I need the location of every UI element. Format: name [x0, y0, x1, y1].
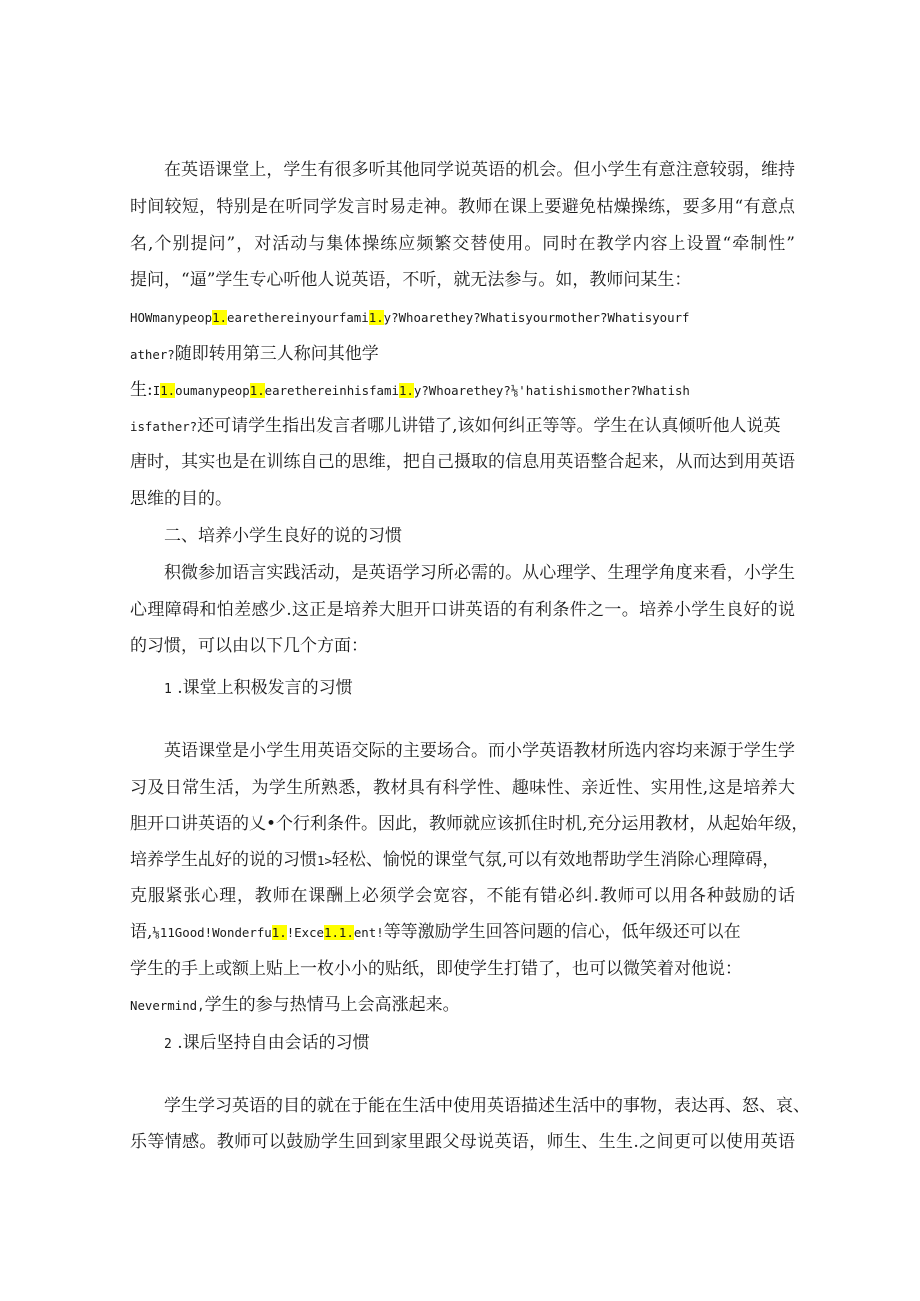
- paragraph-line: 习及日常生活，为学生所熟悉，教材具有科学性、趣味性、亲近性、实用性,这是培养大: [130, 778, 795, 798]
- highlighted-text: 1.: [398, 383, 414, 398]
- text-run: ent!: [353, 925, 384, 940]
- text-run: 学生的参与热情马上会高涨起来。: [204, 995, 460, 1015]
- text-run: 轻松、愉悦的课堂气氛,可以有效地帮助学生消除心理障碍，: [331, 850, 780, 870]
- paragraph-line: [130, 993, 795, 1018]
- paragraph-line: 英语课堂是小学生用英语交际的主要场合。而小学英语教材所选内容均来源于学生学: [164, 741, 795, 761]
- paragraph-line: 胆开口讲英语的乂•个行利条件。因此，教师就应该抓住时机,充分运用教材，从起始年级，: [130, 814, 809, 834]
- highlighted-text: 1.: [368, 310, 384, 325]
- text-run: .课后坚持自由会话的习惯: [177, 1033, 370, 1053]
- text-run: earethereinhisfami: [264, 383, 399, 398]
- text-run: 1>: [317, 853, 332, 868]
- paragraph-line: 克服紧张心理，教师在课酬上必须学会宽容，不能有错必纠.教师可以用各种鼓励的话: [130, 886, 795, 906]
- paragraph-line: 时间较短，特别是在听同学发言时易走神。教师在课上要避免枯燥操练，要多用“有意点: [130, 197, 795, 217]
- paragraph-line: 名,个别提问”，对活动与集体操练应频繁交替使用。同时在教学内容上设置“牵制性”: [130, 234, 795, 254]
- text-run: y?Whoarethey?⅛'hatishismother?Whatish: [413, 383, 690, 398]
- text-run: 还可请学生指出发言者哪儿讲错了,该如何纠正等等。学生在认真倾听他人说英: [197, 416, 781, 436]
- highlighted-text: 1.: [249, 383, 265, 398]
- text-run: 生:: [130, 380, 153, 400]
- subsection-heading: [164, 1031, 795, 1057]
- paragraph-line: 提问，“逼”学生专心听他人说英语，不听，就无法参与。如，教师问某生：: [130, 270, 692, 290]
- text-run: y?Whoarethey?Whatisyourmother?Whatisyourf: [383, 310, 690, 325]
- paragraph-line: 思维的目的。: [130, 489, 232, 509]
- paragraph-line: 的习惯，可以由以下几个方面：: [130, 636, 368, 656]
- paragraph-line: 学生学习英语的目的就在于能在生活中使用英语描述生活中的事物，表达再、怒、哀、: [164, 1096, 810, 1116]
- section-heading: 二、培养小学生良好的说的习惯: [164, 526, 402, 546]
- text-run: oumanypeop: [175, 383, 250, 398]
- paragraph-line: 唐时，其实也是在训练自己的思维，把自己摄取的信息用英语整合起来，从而达到用英语: [130, 452, 795, 472]
- text-run: 等等激励学生回答问题的信心，低年级还可以在: [383, 922, 741, 942]
- english-question-line: [130, 378, 795, 403]
- text-run: 随即转用第三人称问其他学: [174, 344, 379, 364]
- highlighted-text: 1.1.: [324, 925, 354, 940]
- subsection-heading: [164, 676, 795, 702]
- paragraph-line: [130, 342, 795, 367]
- text-run: 语,: [130, 922, 153, 942]
- paragraph-line: [130, 920, 795, 945]
- paragraph-line: 在英语课堂上，学生有很多听其他同学说英语的机会。但小学生有意注意较弱，维持: [164, 160, 795, 180]
- list-number: 1: [164, 682, 172, 697]
- paragraph-line: 乐等情感。教师可以鼓励学生回到家里跟父母说英语，师生、生生.之间更可以使用英语: [130, 1132, 795, 1152]
- highlighted-text: 1.: [212, 310, 227, 325]
- paragraph-line: [130, 848, 795, 873]
- text-run: .课堂上积极发言的习惯: [177, 678, 353, 698]
- paragraph-line: [130, 414, 795, 439]
- text-run: !Exce: [286, 925, 324, 940]
- text-run: earethereinyourfami: [226, 310, 369, 325]
- paragraph-line: 学生的手上或额上贴上一枚小小的贴纸，即使学生打错了，也可以微笑着对他说：: [130, 959, 742, 979]
- text-run: ather?: [130, 347, 175, 362]
- text-run: isfather?: [130, 419, 198, 434]
- paragraph-line: 积微参加语言实践活动，是英语学习所必需的。从心理学、生理学角度来看，小学生: [164, 563, 795, 583]
- highlighted-text: 1.: [271, 925, 287, 940]
- list-number: 2: [164, 1037, 172, 1052]
- text-run: I: [152, 383, 161, 398]
- text-run: 培养学生乩好的说的习惯: [130, 850, 317, 870]
- highlighted-text: 1.: [160, 383, 176, 398]
- text-run: HOWmanypeop: [130, 310, 213, 325]
- english-question-line: [130, 306, 795, 330]
- text-run: Nevermind,: [130, 998, 205, 1013]
- paragraph-line: 心理障碍和怕差感少.这正是培养大胆开口讲英语的有利条件之一。培养小学生良好的说: [130, 600, 795, 620]
- text-run: ⅛11Good!Wonderfu: [152, 925, 272, 940]
